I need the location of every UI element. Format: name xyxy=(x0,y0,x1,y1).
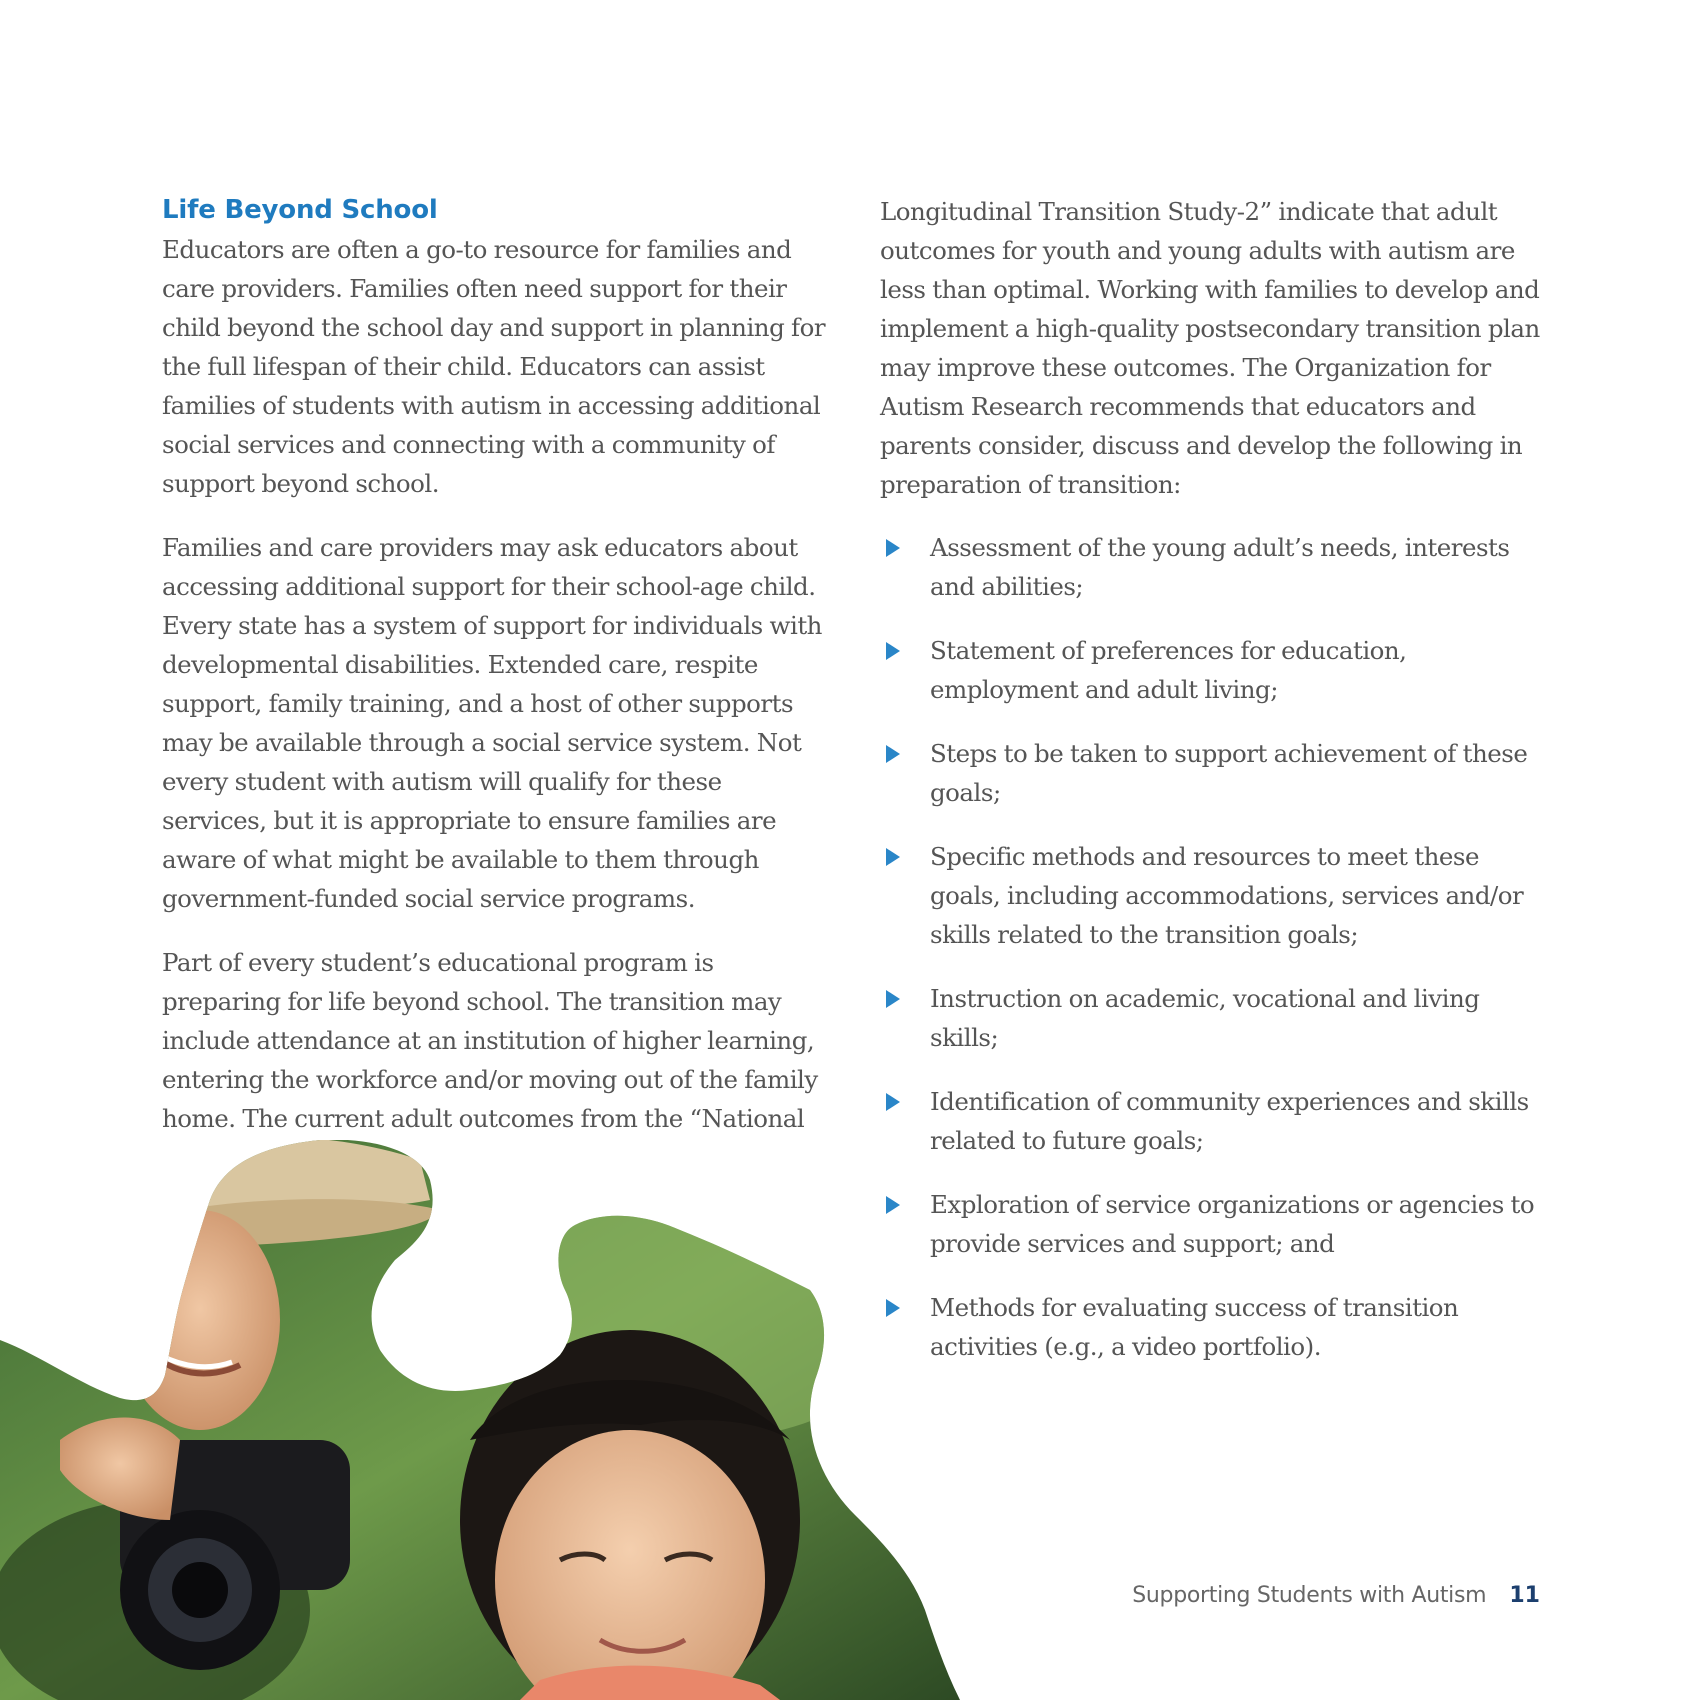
list-item xyxy=(880,631,1548,709)
paragraph-transition-study: Longitudinal Transition Study-2” indicate that adult outcomes for youth and young adults with autism are less than optimal. Working with families to develop and implement a high-quality postsecondary transition plan may improve these outcomes. The Organization for Autism Research recommends that educators and parents consider, discuss and develop the following in preparation of transition: xyxy=(880,197,1540,499)
list-item-text: Specific methods and resources to meet these goals, including accommodations, services and/or skills related to the transition goals; xyxy=(930,842,1524,949)
list-item-text: Exploration of service organizations or agencies to provide services and support; and xyxy=(930,1190,1535,1258)
transition-bullet-list xyxy=(880,528,1548,1366)
list-item-text: Steps to be taken to support achievement of these goals; xyxy=(930,739,1528,807)
list-item-text: Methods for evaluating success of transition activities (e.g., a video portfolio). xyxy=(930,1293,1459,1361)
paragraph-educators-resource: Educators are often a go-to resource for families and care providers. Families often need support for their child beyond the school day and support in planning for the full lifespan of their child. Educators can assist families of students with autism in accessing additional social services and connecting with a community of support beyond school. xyxy=(162,235,826,498)
section-heading: Life Beyond School xyxy=(162,195,438,225)
list-item xyxy=(880,1185,1548,1263)
list-item-text: Assessment of the young adult’s needs, interests and abilities; xyxy=(930,533,1510,601)
list-item xyxy=(880,1288,1548,1366)
triangle-bullet-icon xyxy=(886,1299,900,1317)
right-column xyxy=(880,192,1548,1391)
list-item-text: Statement of preferences for education, employment and adult living; xyxy=(930,636,1407,704)
list-item xyxy=(880,528,1548,606)
footer-title: Supporting Students with Autism xyxy=(1132,1583,1487,1608)
list-item xyxy=(880,837,1548,954)
triangle-bullet-icon xyxy=(886,539,900,557)
triangle-bullet-icon xyxy=(886,1196,900,1214)
triangle-bullet-icon xyxy=(886,745,900,763)
page-number: 11 xyxy=(1509,1583,1540,1608)
left-column xyxy=(162,192,830,1138)
paragraph-life-beyond-school: Part of every student’s educational program is preparing for life beyond school. The transition may include attendance at an institution of higher learning, entering the workforce and/or moving out of the family home. The current adult outcomes from the “National xyxy=(162,948,818,1133)
list-item-text: Instruction on academic, vocational and living skills; xyxy=(930,984,1480,1052)
list-item xyxy=(880,734,1548,812)
triangle-bullet-icon xyxy=(886,1093,900,1111)
triangle-bullet-icon xyxy=(886,990,900,1008)
list-item-text: Identification of community experiences and skills related to future goals; xyxy=(930,1087,1529,1155)
puzzle-piece-photo xyxy=(0,1140,960,1700)
list-item xyxy=(880,1082,1548,1160)
page-footer xyxy=(1060,1583,1540,1608)
triangle-bullet-icon xyxy=(886,642,900,660)
paragraph-additional-support: Families and care providers may ask educators about accessing additional support for their school-age child. Every state has a system of support for individuals with developmental disabilities. Extended care, respite support, family training, and a host of other supports may be available through a social service system. Not every student with autism will qualify for these services, but it is appropriate to ensure families are aware of what might be available to them through government-funded social service programs. xyxy=(162,533,822,913)
triangle-bullet-icon xyxy=(886,848,900,866)
list-item xyxy=(880,979,1548,1057)
